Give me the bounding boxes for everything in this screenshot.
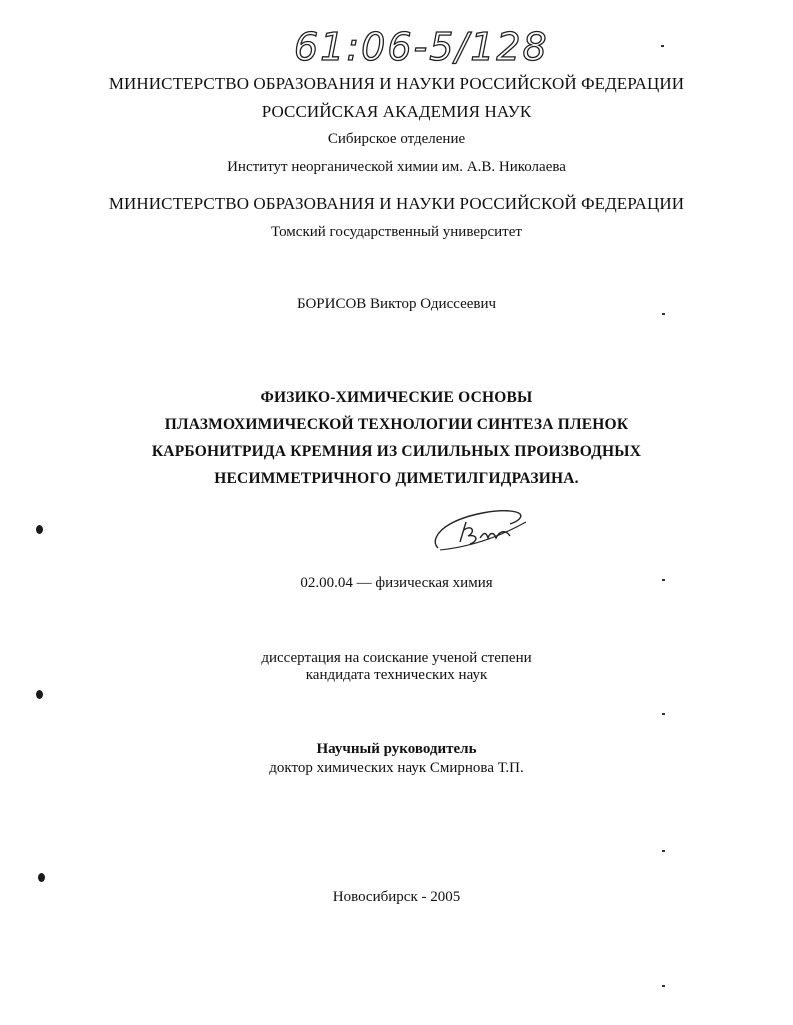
branch-name: Сибирское отделение: [327, 131, 466, 147]
binding-hole-mark: [36, 690, 43, 699]
handwritten-code-text: 61:06-5/128: [294, 25, 549, 69]
scan-speck: [662, 313, 665, 315]
thesis-title-line-4: НЕСИММЕТРИЧНОГО ДИМЕТИЛГИДРАЗИНА.: [214, 470, 579, 487]
thesis-title-line-2: ПЛАЗМОХИМИЧЕСКОЙ ТЕХНОЛОГИИ СИНТЕЗА ПЛЕНОК: [164, 416, 629, 433]
academy-heading: РОССИЙСКАЯ АКАДЕМИЯ НАУК: [261, 102, 532, 121]
handwritten-signature: [430, 502, 530, 554]
binding-hole-mark: [38, 873, 45, 882]
scan-speck: [662, 850, 665, 852]
scan-speck: [662, 985, 665, 987]
supervisor-heading: Научный руководитель: [316, 741, 477, 757]
handwritten-catalog-code: [290, 14, 549, 74]
scan-speck: [661, 45, 664, 47]
scan-speck: [662, 579, 665, 581]
ministry-heading-1: МИНИСТЕРСТВО ОБРАЗОВАНИЯ И НАУКИ РОССИЙСКОЙ ФЕДЕРАЦИИ: [108, 74, 685, 93]
thesis-title-line-3: КАРБОНИТРИДА КРЕМНИЯ ИЗ СИЛИЛЬНЫХ ПРОИЗВОДНЫХ: [151, 443, 642, 460]
degree-line-1: диссертация на соискание ученой степени: [261, 650, 532, 666]
scan-speck: [662, 713, 665, 715]
university-name: Томский государственный университет: [271, 224, 522, 240]
degree-line-2: кандидата технических наук: [305, 667, 488, 683]
city-year: Новосибирск - 2005: [332, 889, 461, 905]
thesis-title-line-1: ФИЗИКО-ХИМИЧЕСКИЕ ОСНОВЫ: [260, 389, 533, 406]
institute-name: Институт неорганической химии им. А.В. Николаева: [227, 159, 566, 175]
binding-hole-mark: [36, 525, 43, 534]
specialty-code: 02.00.04 — физическая химия: [300, 575, 493, 591]
author-name: БОРИСОВ Виктор Одиссеевич: [296, 296, 497, 312]
supervisor-name: доктор химических наук Смирнова Т.П.: [269, 760, 524, 776]
ministry-heading-2: МИНИСТЕРСТВО ОБРАЗОВАНИЯ И НАУКИ РОССИЙСКОЙ ФЕДЕРАЦИИ: [108, 194, 685, 213]
